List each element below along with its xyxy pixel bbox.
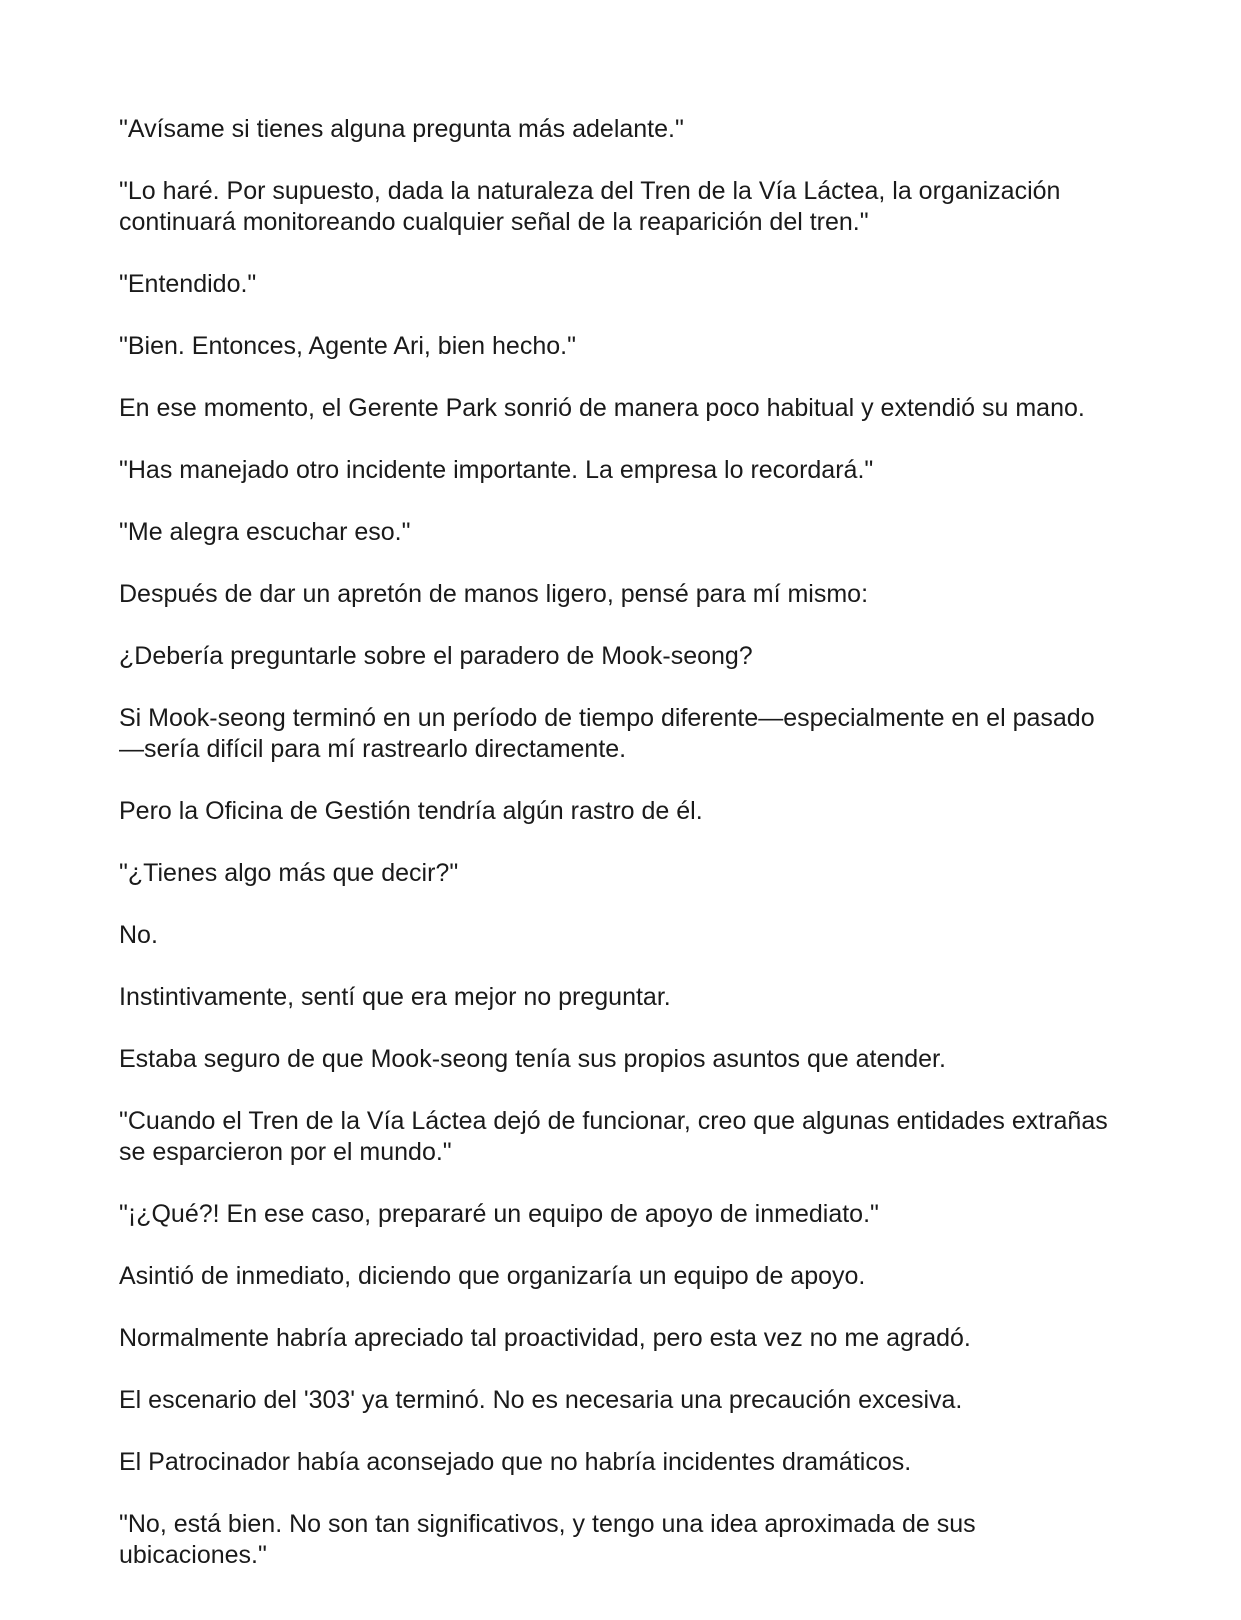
paragraph-20: El escenario del '303' ya terminó. No es necesaria una precaución excesiva. <box>119 1386 963 1414</box>
paragraph-4: "Bien. Entonces, Agente Ari, bien hecho." <box>119 332 576 360</box>
paragraph-21: El Patrocinador había aconsejado que no habría incidentes dramáticos. <box>119 1448 912 1476</box>
paragraph-15: Estaba seguro de que Mook-seong tenía sus propios asuntos que atender. <box>119 1045 946 1073</box>
paragraph-8: Después de dar un apretón de manos ligero, pensé para mí mismo: <box>119 580 869 608</box>
paragraph-7: "Me alegra escuchar eso." <box>119 518 411 546</box>
paragraph-2: "Lo haré. Por supuesto, dada la naturaleza del Tren de la Vía Láctea, la organización continuará monitoreando cualquier señal de la reaparición del tren." <box>119 177 1061 236</box>
paragraph-6: "Has manejado otro incidente importante. La empresa lo recordará." <box>119 456 874 484</box>
document-body <box>119 114 1119 1602</box>
paragraph-19: Normalmente habría apreciado tal proactividad, pero esta vez no me agradó. <box>119 1324 971 1352</box>
paragraph-22: "No, está bien. No son tan significativos, y tengo una idea aproximada de sus ubicaciones." <box>119 1510 976 1569</box>
paragraph-5: En ese momento, el Gerente Park sonrió de manera poco habitual y extendió su mano. <box>119 394 1085 422</box>
paragraph-12: "¿Tienes algo más que decir?" <box>119 859 459 887</box>
paragraph-14: Instintivamente, sentí que era mejor no preguntar. <box>119 983 671 1011</box>
paragraph-18: Asintió de inmediato, diciendo que organizaría un equipo de apoyo. <box>119 1262 866 1290</box>
paragraph-17: "¡¿Qué?! En ese caso, prepararé un equipo de apoyo de inmediato." <box>119 1200 879 1228</box>
paragraph-11: Pero la Oficina de Gestión tendría algún rastro de él. <box>119 797 703 825</box>
paragraph-1: "Avísame si tienes alguna pregunta más adelante." <box>119 115 684 143</box>
paragraph-13: No. <box>119 921 158 949</box>
paragraph-16: "Cuando el Tren de la Vía Láctea dejó de funcionar, creo que algunas entidades extrañas se esparcieron por el mundo." <box>119 1107 1108 1166</box>
paragraph-10: Si Mook-seong terminó en un período de tiempo diferente—especialmente en el pasado—sería difícil para mí rastrearlo directamente. <box>119 704 1095 763</box>
paragraph-3: "Entendido." <box>119 270 257 298</box>
paragraph-9: ¿Debería preguntarle sobre el paradero de Mook-seong? <box>119 642 753 670</box>
